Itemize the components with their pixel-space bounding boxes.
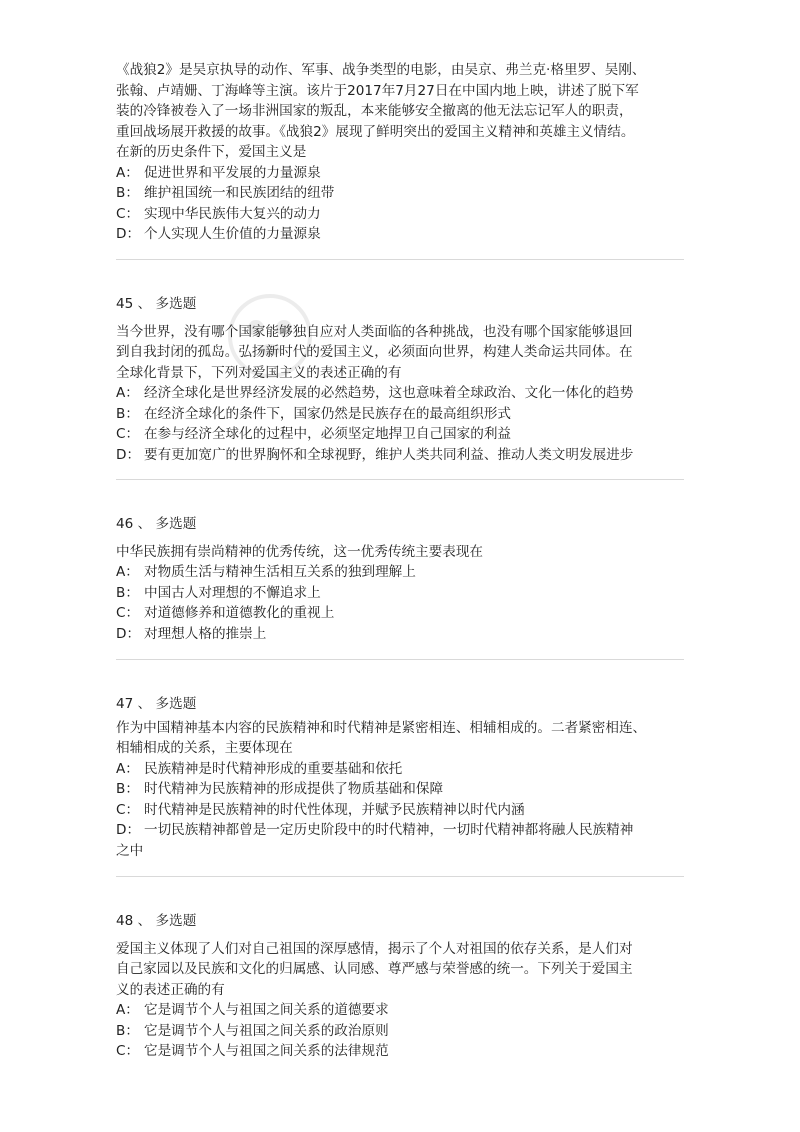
section-divider [116,479,684,480]
option-letter: C： [116,1043,140,1059]
option-text: 它是调节个人与祖国之间关系的道德要求 [144,1002,389,1018]
option-letter: C： [116,801,140,818]
question-text-line: 到自我封闭的孤岛。弘扬新时代的爱国主义，必须面向世界，构建人类命运共同体。在 [116,344,633,360]
option-text: 对理想人格的推崇上 [144,625,267,642]
option-text: 它是调节个人与祖国之间关系的法律规范 [144,1043,389,1059]
question-text-line: 义的表述正确的有 [116,981,225,998]
question-text-line: 在新的历史条件下，爱国主义是 [116,144,307,160]
option-d-continuation: 之中 [116,842,144,859]
option-text: 对道德修养和道德教化的重视上 [144,605,335,621]
option-c [116,424,688,445]
option-letter: A： [116,164,139,181]
option-text: 经济全球化是世界经济发展的必然趋势，这也意味着全球政治、文化一体化的趋势 [144,385,634,401]
section-divider [116,876,684,877]
option-d [116,820,688,841]
option-letter: B： [116,185,139,201]
option-a [116,163,688,184]
question-45 [116,294,688,465]
question-text-line: 张翰、卢靖姗、丁海峰等主演。该片于2017年7月27日在中国内地上映，讲述了脱下军 [116,82,639,99]
question-header: 47 、 多选题 [116,696,197,712]
question-text-line: 装的冷锋被卷入了一场非洲国家的叛乱，本来能够安全撤离的他无法忘记军人的职责， [116,103,633,119]
option-letter: A： [116,1002,139,1018]
option-text: 个人实现人生价值的力量源泉 [144,226,321,242]
option-letter: D： [116,625,141,642]
option-d [116,624,688,645]
question-text-line: 作为中国精神基本内容的民族精神和时代精神是紧密相连、相辅相成的。二者紧密相连、 [116,719,647,736]
question-header: 46 、 多选题 [116,516,197,532]
option-c [116,603,688,624]
section-divider [116,659,684,660]
question-44 [116,60,688,245]
option-a [116,1000,688,1021]
question-header: 48 、 多选题 [116,913,197,929]
option-letter: D： [116,822,141,838]
option-letter: D： [116,446,141,463]
option-letter: B： [116,584,139,601]
option-letter: A： [116,385,139,401]
option-text: 实现中华民族伟大复兴的动力 [144,205,321,222]
question-text-line: 自己家园以及民族和文化的归属感、认同感、尊严感与荣誉感的统一。下列关于爱国主 [116,961,633,977]
option-b [116,779,688,800]
question-48 [116,911,688,1062]
question-header: 45 、 多选题 [116,296,197,312]
option-text: 在参与经济全球化的过程中，必须坚定地捍卫自己国家的利益 [144,426,512,442]
option-b [116,404,688,425]
option-a [116,759,688,780]
option-letter: A： [116,564,139,580]
option-text: 对物质生活与精神生活相互关系的独到理解上 [144,564,416,580]
option-text: 它是调节个人与祖国之间关系的政治原则 [144,1022,389,1039]
option-b [116,583,688,604]
option-letter: C： [116,205,140,222]
option-text: 要有更加宽广的世界胸怀和全球视野，维护人类共同利益、推动人类文明发展进步 [144,446,634,463]
option-c [116,1041,688,1062]
option-letter: C： [116,605,140,621]
option-letter: B： [116,405,139,422]
option-letter: D： [116,226,141,242]
option-a [116,562,688,583]
option-text: 时代精神是民族精神的时代性体现，并赋予民族精神以时代内涵 [144,801,525,818]
question-text-line: 中华民族拥有崇尚精神的优秀传统，这一优秀传统主要表现在 [116,543,484,560]
question-text-line: 爱国主义体现了人们对自己祖国的深厚感情，揭示了个人对祖国的依存关系，是人们对 [116,940,633,957]
option-letter: A： [116,760,139,777]
option-c [116,800,688,821]
question-text-line: 当今世界，没有哪个国家能够独自应对人类面临的各种挑战，也没有哪个国家能够退回 [116,323,633,340]
option-b [116,183,688,204]
option-text: 一切民族精神都曾是一定历史阶段中的时代精神，一切时代精神都将融人民族精神 [144,822,634,838]
option-d [116,224,688,245]
option-a [116,383,688,404]
option-text: 民族精神是时代精神形成的重要基础和依托 [144,760,403,777]
option-text: 促进世界和平发展的力量源泉 [144,164,321,181]
question-46 [116,514,688,644]
question-text-line: 相辅相成的关系，主要体现在 [116,740,293,756]
question-text-line: 《战狼2》是吴京执导的动作、军事、战争类型的电影，由吴京、弗兰克·格里罗、吴刚、 [116,62,646,78]
option-letter: B： [116,1022,139,1039]
option-text: 中国古人对理想的不懈追求上 [144,584,321,601]
option-b [116,1021,688,1042]
option-text: 在经济全球化的条件下，国家仍然是民族存在的最高组织形式 [144,405,512,422]
option-d [116,445,688,466]
option-letter: C： [116,426,140,442]
question-text-line: 全球化背景下，下列对爱国主义的表述正确的有 [116,364,402,381]
option-letter: B： [116,781,139,797]
option-text: 时代精神为民族精神的形成提供了物质基础和保障 [144,781,444,797]
question-text-line: 重回战场展开救援的故事。《战狼2》展现了鲜明突出的爱国主义精神和英雄主义情结。 [116,123,635,140]
option-text: 维护祖国统一和民族团结的纽带 [144,185,335,201]
option-c [116,204,688,225]
question-47 [116,694,688,861]
section-divider [116,259,684,260]
